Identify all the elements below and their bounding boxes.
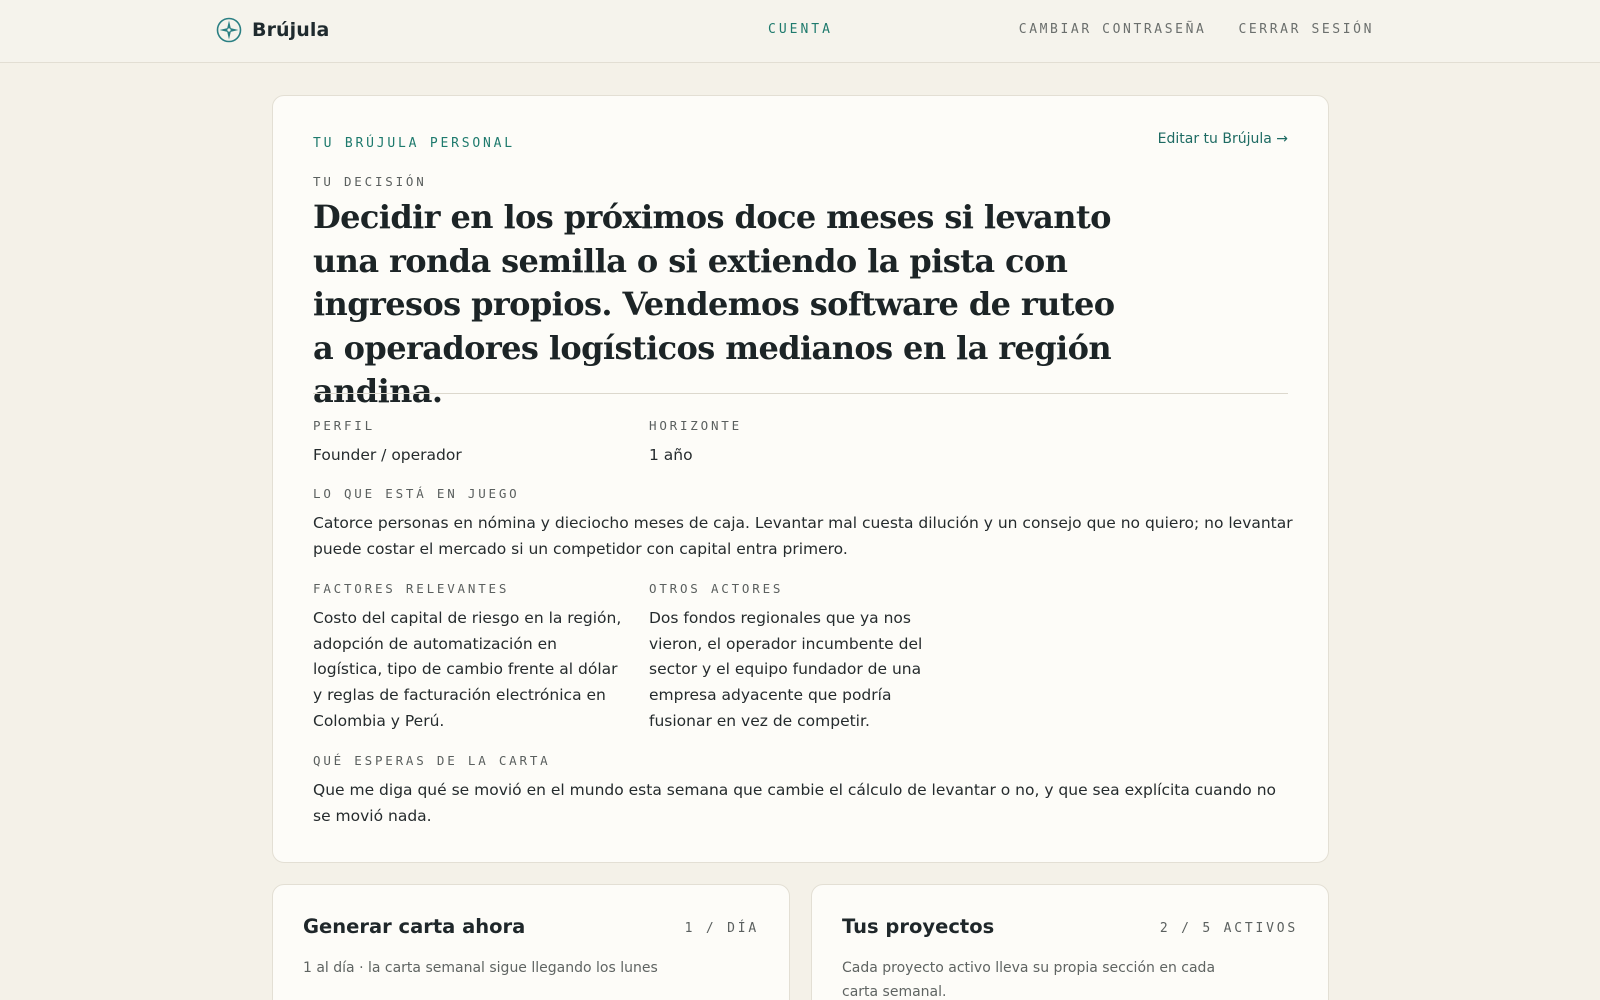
horizon-label: HORIZONTE xyxy=(649,418,742,433)
compass-eyebrow: TU BRÚJULA PERSONAL xyxy=(313,136,515,151)
daily-limit-badge: 1 / DÍA xyxy=(684,921,759,936)
generate-letter-card[interactable] xyxy=(272,884,790,1000)
compass-card-header xyxy=(313,132,1288,152)
projects-card[interactable] xyxy=(811,884,1329,1000)
projects-desc: Cada proyecto activo lleva su propia sección en cada carta semanal. xyxy=(842,960,1216,1000)
generate-letter-desc: 1 al día · la carta semanal sigue llegando los lunes xyxy=(303,960,658,976)
projects-title: Tus proyectos xyxy=(842,915,995,938)
brand-name: Brújula xyxy=(252,19,330,41)
nav-change-password[interactable]: CAMBIAR CONTRASEÑA xyxy=(1018,22,1207,37)
divider xyxy=(313,393,1288,394)
factors-field xyxy=(313,581,625,735)
expectations-field xyxy=(313,753,1293,829)
compass-icon xyxy=(216,17,242,43)
edit-compass-link[interactable]: Editar tu Brújula → xyxy=(1157,131,1288,147)
horizon-value: 1 año xyxy=(649,446,693,464)
stakes-label: LO QUE ESTÁ EN JUEGO xyxy=(313,486,520,501)
profile-field xyxy=(313,418,613,469)
generate-letter-title: Generar carta ahora xyxy=(303,915,526,938)
profile-label: PERFIL xyxy=(313,418,375,433)
horizon-field xyxy=(649,418,949,469)
compass-card xyxy=(272,95,1329,863)
stakes-field xyxy=(313,486,1293,562)
brand[interactable] xyxy=(216,17,329,43)
stakes-value: Catorce personas en nómina y dieciocho meses de caja. Levantar mal cuesta dilución y un consejo que no quiero; no levantar puede costar el mercado si un competidor con capital entra primero. xyxy=(313,514,1293,558)
account-nav xyxy=(1019,22,1374,37)
nav-logout[interactable]: CERRAR SESIÓN xyxy=(1238,22,1374,37)
decision-text: Decidir en los próximos doce meses si levanto una ronda semilla o si extiendo la pista con ingresos propios. Vendemos software de ruteo a operadores logísticos medianos en la región andina. xyxy=(313,198,1115,410)
actors-value: Dos fondos regionales que ya nos vieron, el operador incumbente del sector y el equipo fundador de una empresa adyacente que podría fusionar en vez de competir. xyxy=(649,609,923,730)
profile-value: Founder / operador xyxy=(313,446,462,464)
nav-account[interactable]: CUENTA xyxy=(768,22,833,37)
active-projects-badge: 2 / 5 ACTIVOS xyxy=(1159,921,1298,936)
factors-label: FACTORES RELEVANTES xyxy=(313,581,510,596)
expectations-label: QUÉ ESPERAS DE LA CARTA xyxy=(313,753,551,768)
actors-field xyxy=(649,581,939,735)
top-bar xyxy=(0,0,1600,63)
decision-label: TU DECISIÓN xyxy=(313,174,427,189)
actors-label: OTROS ACTORES xyxy=(649,581,784,596)
factors-value: Costo del capital de riesgo en la región, adopción de automatización en logística, tipo de cambio frente al dólar y reglas de facturación electrónica en Colombia y Perú. xyxy=(313,609,622,730)
expectations-value: Que me diga qué se movió en el mundo esta semana que cambie el cálculo de levantar o no, y que sea explícita cuando no se movió nada. xyxy=(313,781,1277,825)
